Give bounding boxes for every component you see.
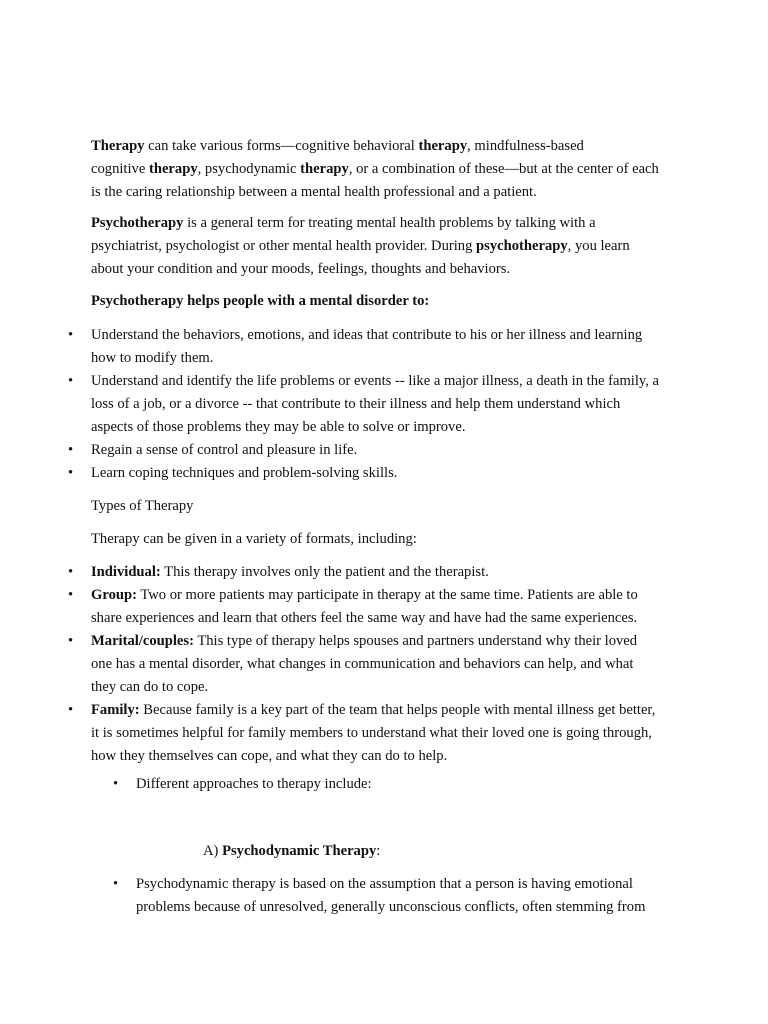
list-item	[68, 630, 691, 699]
text-run: , psychodynamic	[197, 161, 301, 177]
text-run: Because family is a key part of the team that helps people with mental illness get better,	[139, 702, 656, 718]
bullet-icon: •	[68, 702, 74, 718]
bullet-icon: •	[68, 327, 74, 343]
paragraph-therapy-forms	[91, 135, 691, 204]
text-run: This type of therapy helps spouses and partners understand why their loved	[193, 633, 638, 649]
formats-list	[68, 561, 691, 768]
bullet-icon: •	[68, 465, 74, 481]
bold-term: Therapy	[91, 138, 145, 154]
text-run: is the caring relationship between a mental health professional and a patient.	[91, 184, 537, 200]
bullet-icon: •	[113, 776, 119, 792]
text-run: aspects of those problems they may be able to solve or improve.	[91, 419, 466, 435]
text-run: problems because of unresolved, generally unconscious conflicts, often stemming from	[136, 899, 646, 915]
bullet-icon: •	[113, 876, 119, 892]
text-run: Learn coping techniques and problem-solving skills.	[91, 465, 398, 481]
text-run: Understand the behaviors, emotions, and ideas that contribute to his or her illness and learning	[91, 327, 643, 343]
bold-term: Group:	[91, 587, 137, 603]
text-run: , you learn	[567, 238, 630, 254]
list-item	[68, 439, 691, 462]
formats-intro: Therapy can be given in a variety of formats, including:	[91, 531, 417, 547]
list-item	[113, 773, 696, 796]
paragraph-psychotherapy-definition	[91, 212, 691, 281]
text-run: can take various forms—cognitive behavioral	[144, 138, 419, 154]
bold-term: therapy	[418, 138, 468, 154]
text-run: share experiences and learn that others feel the same way and have had the same experiences.	[91, 610, 638, 626]
text-run: Regain a sense of control and pleasure in life.	[91, 442, 358, 458]
text-run: Different approaches to therapy include:	[136, 776, 372, 792]
list-item	[68, 584, 691, 630]
list-item	[68, 370, 691, 439]
heading-title: Psychodynamic Therapy	[222, 843, 377, 859]
text-run: loss of a job, or a divorce -- that contribute to their illness and help them understand which	[91, 396, 621, 412]
heading-letter: A)	[203, 843, 223, 859]
bold-term: psychotherapy	[476, 238, 568, 254]
list-item	[68, 462, 691, 485]
text-run: :	[376, 843, 381, 859]
text-run: is a general term for treating mental health problems by talking with a	[183, 215, 596, 231]
heading-psychodynamic	[203, 840, 603, 863]
approaches-list	[113, 773, 696, 796]
bullet-icon: •	[68, 633, 74, 649]
list-item	[113, 873, 696, 919]
bold-term: Individual:	[91, 564, 161, 580]
text-run: about your condition and your moods, feelings, thoughts and behaviors.	[91, 261, 511, 277]
list-item	[68, 561, 691, 584]
list-item	[68, 324, 691, 370]
bullet-icon: •	[68, 442, 74, 458]
text-run: Understand and identify the life problems or events -- like a major illness, a death in the family, a	[91, 373, 660, 389]
help-list	[68, 324, 691, 485]
bullet-icon: •	[68, 587, 74, 603]
bullet-icon: •	[68, 564, 74, 580]
bullet-icon: •	[68, 373, 74, 389]
bold-term: Family:	[91, 702, 140, 718]
bold-term: therapy	[300, 161, 349, 177]
text-run: it is sometimes helpful for family members to understand what their loved one is going through,	[91, 725, 652, 741]
text-run: Two or more patients may participate in therapy at the same time. Patients are able to	[136, 587, 638, 603]
text-run: they can do to cope.	[91, 679, 209, 695]
text-run: This therapy involves only the patient and the therapist.	[160, 564, 489, 580]
bold-term: therapy	[148, 161, 198, 177]
bold-term: Marital/couples:	[91, 633, 194, 649]
list-item	[68, 699, 691, 768]
text-run: Psychodynamic therapy is based on the assumption that a person is having emotional	[136, 876, 633, 892]
text-run: how to modify them.	[91, 350, 214, 366]
bold-term: Psychotherapy	[91, 215, 184, 231]
psychodynamic-list	[113, 873, 696, 919]
text-run: psychiatrist, psychologist or other mental health provider. During	[91, 238, 477, 254]
heading-helps-people: Psychotherapy helps people with a mental disorder to:	[91, 293, 430, 309]
text-run: cognitive	[91, 161, 149, 177]
text-run: how they themselves can cope, and what they can do to help.	[91, 748, 448, 764]
text-run: , mindfulness-based	[467, 138, 584, 154]
text-run: , or a combination of these—but at the center of each	[348, 161, 659, 177]
text-run: one has a mental disorder, what changes in communication and behaviors can help, and what	[91, 656, 634, 672]
heading-types-of-therapy: Types of Therapy	[91, 498, 194, 514]
